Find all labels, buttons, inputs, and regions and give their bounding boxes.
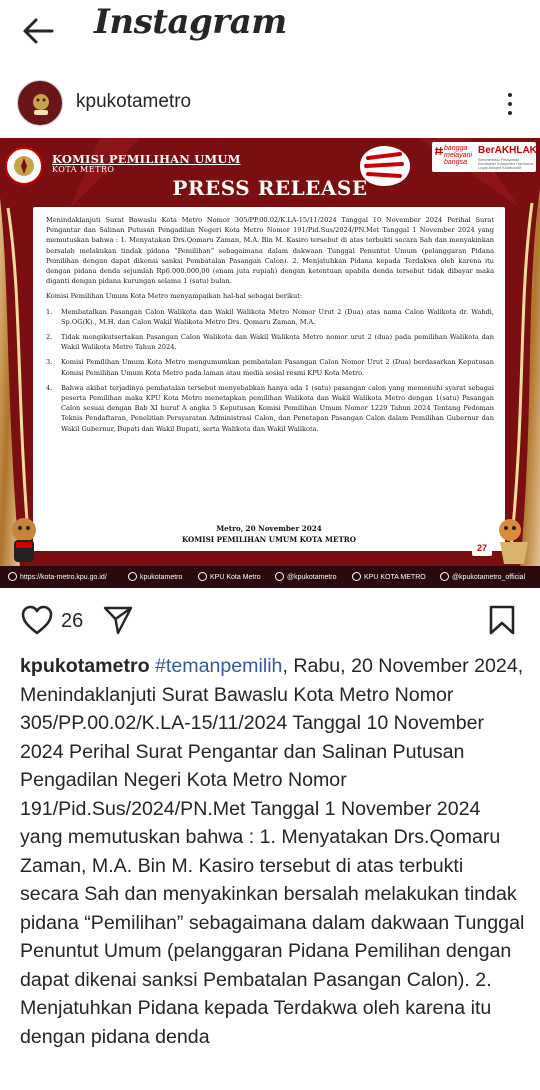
post-actions <box>0 598 540 642</box>
berakhlak-label: BerAKHLAK <box>478 145 537 156</box>
berakhlak-subtitle: Berorientasi Pelayanan Akuntabel Kompeten Harmonis Loyal Adaptif Kolaboratif <box>478 157 534 170</box>
mascot-left <box>0 512 48 568</box>
footer-facebook: KPU Kota Metro <box>198 572 261 581</box>
pilkada-badge <box>354 142 414 190</box>
instagram-icon <box>128 572 137 581</box>
avatar[interactable] <box>17 80 63 126</box>
like-count[interactable]: 26 <box>61 610 84 632</box>
footer-threads: @kpukotametro <box>275 572 337 581</box>
heart-icon[interactable] <box>20 604 54 636</box>
footer-youtube: KPU KOTA METRO <box>352 572 426 581</box>
post-username[interactable]: kpukotametro <box>76 91 192 112</box>
list-item: 2. Tidak mengikutsertakan Pasangan Calon Walikota dan Wakil Walikota Metro nomor urut 2 (dua) pada pemilihan Walikota dan Wakil Walikota Metro Tahun 2024. <box>46 333 494 352</box>
footer-website: https://kota-metro.kpu.go.id/ <box>8 572 107 581</box>
mascot-right <box>470 512 540 568</box>
paper-plane-icon[interactable] <box>102 604 134 636</box>
press-release-intro: Menindaklanjuti Surat Bawaslu Kota Metro Nomor 305/PP.00.02/K.LA-15/11/2024 Tanggal 10 November 2024 Perihal Surat Pengantar dan Salinan Putusan Pengadilan Negeri Kota Metro Nomor 191/Pid.Sus/2024/PN.Met Tanggal 1 November 2024 yang memutuskan bahwa : 1. Menyatakan Drs.Qomaru Zaman, M.A. Bin M. Kasiro tersebut di atas terbukti secara Sah dan menyakinkan bersalah melakukan tindak pidana “Pemilihan” sebagaimana dalam dakwaan Tunggal Penuntut Umum (pelanggaran Pidana Pemilihan dengan dapat dikenai sanksi Pembatalan Pasangan Calon). 2. Menjatuhkan Pidana kepada Terdakwa oleh karena itu dengan pidana denda sejumlah Rp6.000.000,00 (enam juta rupiah) dengan ketentuan apabila denda tersebut tidak dibayar maka diganti dengan pidana kurungan selama 1 (satu) bulan. <box>46 216 494 286</box>
image-footer <box>0 566 540 588</box>
press-release-points <box>46 307 494 434</box>
list-item: 3. Komisi Pemilihan Umum Kota Metro mengumumkan pembatalan Pasangan Calon Nomor Urut 2 (Dua) berdasarkan Keputusan Komisi Pemilihan Umum Kota Metro pada laman atau media sosial resmi KPU Kota Metro. <box>46 358 494 377</box>
app-bar <box>0 0 540 64</box>
instagram-logo: Instagram <box>94 2 287 42</box>
footer-instagram: kpukotametro <box>128 572 182 581</box>
caption-hashtag[interactable]: #temanpemilih <box>155 655 283 677</box>
threads-icon <box>275 572 284 581</box>
list-item: 4. Bahwa akibat terjadinya pembatalan tersebut menyebabkan hanya ada 1 (satu) pasangan calon yang memenuhi syarat sebagai peserta Pemilihan maka KPU Kota Metro menetapkan pemilihan Walikota dan Wakil Walikota Metro dengan 1(satu) Pasangan Calon sesuai dengan Bab XI huruf A angka 5 Keputusan Komisi Pemilihan Umum Nomor 1229 Tahun 2024 Tentang Pedoman Teknis Pendaftaran, Penelitian Persyaratan Administrasi Calon, dan Penetapan Pasangan Calon dalam Pemilihan Gubernur dan Wakil Gubernur, Bupati dan Wakil Bupati, serta Walikota dan Wakil Walikota. <box>46 383 494 433</box>
press-release-body <box>46 215 494 439</box>
bookmark-icon[interactable] <box>488 604 516 636</box>
footer-tiktok: @kpukotametro_official <box>440 572 525 581</box>
press-release-lead: Komisi Pemilihan Umum Kota Metro menyampaikan hal-hal sebagai berikut: <box>46 292 303 301</box>
press-release-title: PRESS RELEASE <box>172 176 368 200</box>
list-item: 1. Membatalkan Pasangan Calon Walikota dan Wakil Walikota Metro Nomor Urut 2 (Dua) atas nama Calon Walikota dr. Wahdi, Sp.OG(K)., M.H. dan Calon Wakil Walikota Metro Drs. Qomaru Zaman, M.A. <box>46 307 494 326</box>
globe-icon <box>8 572 17 581</box>
bangga-melayani-logo <box>432 142 536 172</box>
more-options-icon[interactable] <box>498 90 522 118</box>
youtube-icon <box>352 572 361 581</box>
signature-block <box>33 523 505 545</box>
press-release-paper <box>33 207 505 551</box>
sign-org: KOMISI PEMILIHAN UMUM KOTA METRO <box>181 535 357 544</box>
caption-text: , Rabu, 20 November 2024, Menindaklanjuti Surat Bawaslu Kota Metro Nomor 305/PP.00.02/K.LA-15/11/2024 Tanggal 10 November 2024 Perihal Surat Pengantar dan Salinan Putusan Pengadilan Negeri Kota Metro Nomor 191/Pid.Sus/2024/PN.Met Tanggal 1 November 2024 yang memutuskan bahwa : 1. Menyatakan Drs.Qomaru Zaman, M.A. Bin M. Kasiro tersebut di atas terbukti secara Sah dan menyakinkan bersalah melakukan tindak pidana “Pemilihan” sebagaimana dalam dakwaan Tunggal Penuntut Umum (pelanggaran Pidana Pemilihan dengan dapat dikenai sanksi Pembatalan Pasangan Calon). 2. Menjatuhkan Pidana kepada Terdakwa oleh karena itu dengan pidana denda <box>20 655 525 1048</box>
org-name: KOMISI PEMILIHAN UMUM <box>52 152 241 166</box>
post-header <box>0 78 540 128</box>
svg-text:27: 27 <box>476 543 488 553</box>
post-caption <box>20 652 525 1051</box>
sign-date: Metro, 20 November 2024 <box>216 524 322 533</box>
caption-username[interactable]: kpukotametro <box>20 655 150 677</box>
post-image[interactable] <box>0 138 540 588</box>
tiktok-icon <box>440 572 449 581</box>
org-city: KOTA METRO <box>52 165 115 174</box>
back-arrow-icon[interactable] <box>18 14 58 48</box>
hashtag-icon <box>434 146 444 156</box>
facebook-icon <box>198 572 207 581</box>
bangga-text: bangga melayani bangsa <box>444 145 473 166</box>
